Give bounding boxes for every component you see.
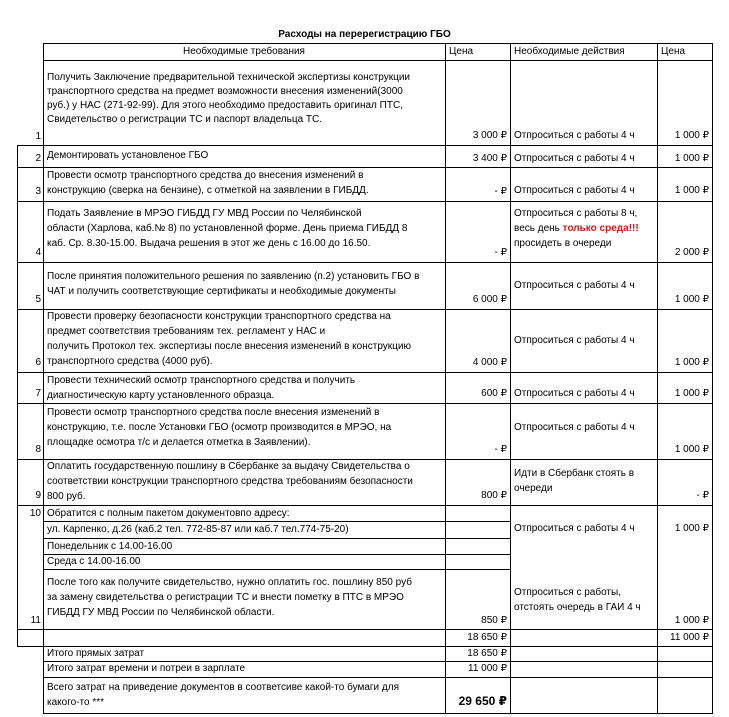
price-cell: 2 000 ₽: [674, 247, 709, 258]
action-text: очереди: [514, 483, 553, 494]
requirement-text: После принятия положительного решения по заявлению (п.2) установить ГБО в: [47, 271, 420, 282]
requirement-text: диагностическую карту установленного образца.: [47, 390, 275, 401]
row-number: 2: [35, 153, 41, 164]
requirement-text: конструкцию (сверка на бензине), с отметкой на заявлении в ГИБДД.: [47, 185, 369, 196]
hours-text: Среда с 14.00-16.00: [47, 556, 141, 567]
grid-line: [43, 43, 44, 713]
subtotal-direct: 18 650 ₽: [467, 632, 507, 643]
action-text: отстоять очередь в ГАИ 4 ч: [514, 602, 641, 613]
requirement-text: Получить Заключение предварительной технической экспертизы конструкции: [47, 72, 411, 83]
grid-line: [43, 677, 713, 678]
price-cell: 4 000 ₽: [472, 357, 507, 368]
requirement-text: предмет соответствия требованиям тех. регламент у НАС и: [47, 326, 326, 337]
price-cell: 1 000 ₽: [674, 130, 709, 141]
row-number: 9: [35, 490, 41, 501]
row-number: 4: [35, 247, 41, 258]
total-time-value: 11 000 ₽: [468, 663, 507, 674]
grid-line: [43, 713, 713, 714]
header-requirements: Необходимые требования: [183, 46, 305, 57]
action-text: Отпроситься с работы 4 ч: [514, 422, 635, 433]
requirement-text: ГИБДД ГУ МВД России по Челябинской области.: [47, 607, 275, 618]
grid-line: [17, 505, 713, 506]
requirement-text: Провести технический осмотр транспортного средства и получить: [47, 375, 356, 386]
requirement-text: соответствии конструкции транспортного средства требованиям безопасности: [47, 476, 413, 487]
price-cell: 600 ₽: [481, 388, 507, 399]
header-price-2: Цена: [661, 46, 686, 57]
price-cell: - ₽: [696, 490, 709, 501]
sheet-title: Расходы на перерегистрацию ГБО: [278, 29, 451, 40]
requirement-text: области (Харлова, каб.№ 8) по установленной форме. День приема ГИБДД 8: [47, 223, 408, 234]
hours-text: Понедельник с 14.00-16.00: [47, 541, 173, 552]
grid-line: [17, 167, 713, 168]
action-text: Отпроситься с работы 4 ч: [514, 388, 635, 399]
action-text: Отпроситься с работы 4 ч: [514, 280, 635, 291]
grid-line: [17, 262, 713, 263]
row-number: 7: [35, 388, 41, 399]
row-number: 8: [35, 444, 41, 455]
requirement-text: Провести осмотр транспортного средства после внесения изменений в: [47, 407, 380, 418]
action-text: Отпроситься с работы 4 ч: [514, 130, 635, 141]
action-text: Отпроситься с работы 4 ч: [514, 153, 635, 164]
action-text: Отпроситься с работы 8 ч,: [514, 208, 638, 219]
action-text: [514, 222, 639, 236]
requirement-text: Свидетельство о регистрации ТС и паспорт владельца ТС.: [47, 114, 323, 125]
price-cell: 850 ₽: [481, 615, 507, 626]
total-time-label: Итого затрат времени и потреи в зарплате: [47, 663, 246, 674]
grand-total-label: какого-то ***: [47, 697, 105, 708]
requirement-text: конструкцию, т.е. после Установки ГБО (осмотр производится в МРЭО, на: [47, 422, 392, 433]
requirement-text: получить Протокол тех. экспертизы после внесения изменений в конструкцию: [47, 341, 411, 352]
price-cell: 1 000 ₽: [674, 388, 709, 399]
action-text: Отпроситься с работы,: [514, 587, 621, 598]
requirement-text: 800 руб.: [47, 491, 86, 502]
row-number: 11: [30, 615, 41, 626]
grid-line: [17, 201, 713, 202]
price-cell: 1 000 ₽: [674, 357, 709, 368]
price-cell: - ₽: [494, 444, 507, 455]
requirement-text: каб. Ср. 8.30-15.00. Выдача решения в этот же день с 16.00 до 16.50.: [47, 238, 371, 249]
grid-line: [510, 43, 511, 713]
requirement-text: Провести проверку безопасности конструкции транспортного средства на: [47, 311, 391, 322]
grid-line: [657, 43, 658, 713]
row-number: 5: [35, 294, 41, 305]
price-cell: 1 000 ₽: [674, 444, 709, 455]
price-cell: 800 ₽: [481, 490, 507, 501]
grid-line: [43, 569, 510, 570]
requirement-text: ЧАТ и получить соответствующие сертификаты и необходимые документы: [47, 286, 396, 297]
grid-line: [17, 403, 713, 404]
row-number: 1: [35, 131, 41, 142]
price-cell: - ₽: [494, 247, 507, 258]
subtotal-time: 11 000 ₽: [670, 632, 709, 643]
header-actions: Необходимые действия: [514, 46, 625, 57]
requirement-text: транспортного средства на предмет возможности внесения изменений(3000: [47, 86, 403, 97]
price-cell: 1 000 ₽: [674, 294, 709, 305]
grid-line: [43, 538, 510, 539]
requirement-text: После того как получите свидетельство, нужно оплатить гос. пошлину 850 руб: [47, 577, 412, 588]
total-direct-value: 18 650 ₽: [467, 648, 507, 659]
action-text: Идти в Сбербанк стоять в: [514, 468, 635, 479]
price-cell: 1 000 ₽: [674, 153, 709, 164]
requirement-text: за замену свидетельства о регистрации ТС и внести пометку в ПТС в МРЭО: [47, 592, 404, 603]
requirement-text: Обратится с полным пакетом документовпо адресу:: [47, 508, 290, 519]
requirement-text: транспортного средства (4000 руб).: [47, 356, 213, 367]
requirement-text: Провести осмотр транспортного средства до внесения изменений в: [47, 170, 364, 181]
action-text: Отпроситься с работы 4 ч: [514, 335, 635, 346]
price-cell: 6 000 ₽: [472, 294, 507, 305]
grand-total-label: Всего затрат на приведение документов в соответсиве какой-то бумаги для: [47, 682, 399, 693]
requirement-text: руб.) у НАС (271-92-99). Для этого необходимо предоставить оригинал ПТС,: [47, 100, 403, 111]
grid-line: [17, 145, 713, 146]
row-number: 10: [29, 508, 41, 519]
requirement-text: Демонтировать установленое ГБО: [47, 150, 209, 161]
requirement-text: Подать Заявление в МРЭО ГИБДД ГУ МВД России по Челябинской: [47, 208, 362, 219]
grid-line: [17, 372, 713, 373]
grand-total-value: 29 650 ₽: [458, 694, 507, 708]
grid-line: [17, 629, 713, 630]
requirement-text: Оплатить государственную пошлину в Сбербанке за выдачу Свидетельства о: [47, 461, 410, 472]
action-text: Отпроситься с работы 4 ч: [514, 185, 635, 196]
price-cell: 3 400 ₽: [472, 153, 507, 164]
price-cell: 1 000 ₽: [674, 523, 709, 534]
address-text: ул. Карпенко, д.26 (каб.2 тел. 772-85-87 или каб.7 тел.774-75-20): [47, 524, 349, 535]
price-cell: 1 000 ₽: [674, 615, 709, 626]
grid-line: [445, 43, 446, 713]
action-text: просидеть в очереди: [514, 238, 612, 249]
grid-line: [43, 43, 713, 44]
requirement-text: площадке осмотра т/с и делается отметка в Заявлении).: [47, 437, 311, 448]
row-number: 3: [35, 186, 41, 197]
total-direct-label: Итого прямых затрат: [47, 648, 145, 659]
grid-line: [712, 43, 713, 713]
warning-highlight: только среда!!!: [562, 223, 639, 234]
header-price-1: Цена: [449, 46, 474, 57]
action-text: Отпроситься с работы 4 ч: [514, 523, 635, 534]
price-cell: 1 000 ₽: [674, 185, 709, 196]
price-cell: 3 000 ₽: [472, 130, 507, 141]
row-number: 6: [35, 357, 41, 368]
grid-line: [43, 60, 713, 61]
grid-line: [43, 521, 510, 522]
action-text-part: весь день: [514, 223, 563, 234]
price-cell: - ₽: [494, 186, 507, 197]
